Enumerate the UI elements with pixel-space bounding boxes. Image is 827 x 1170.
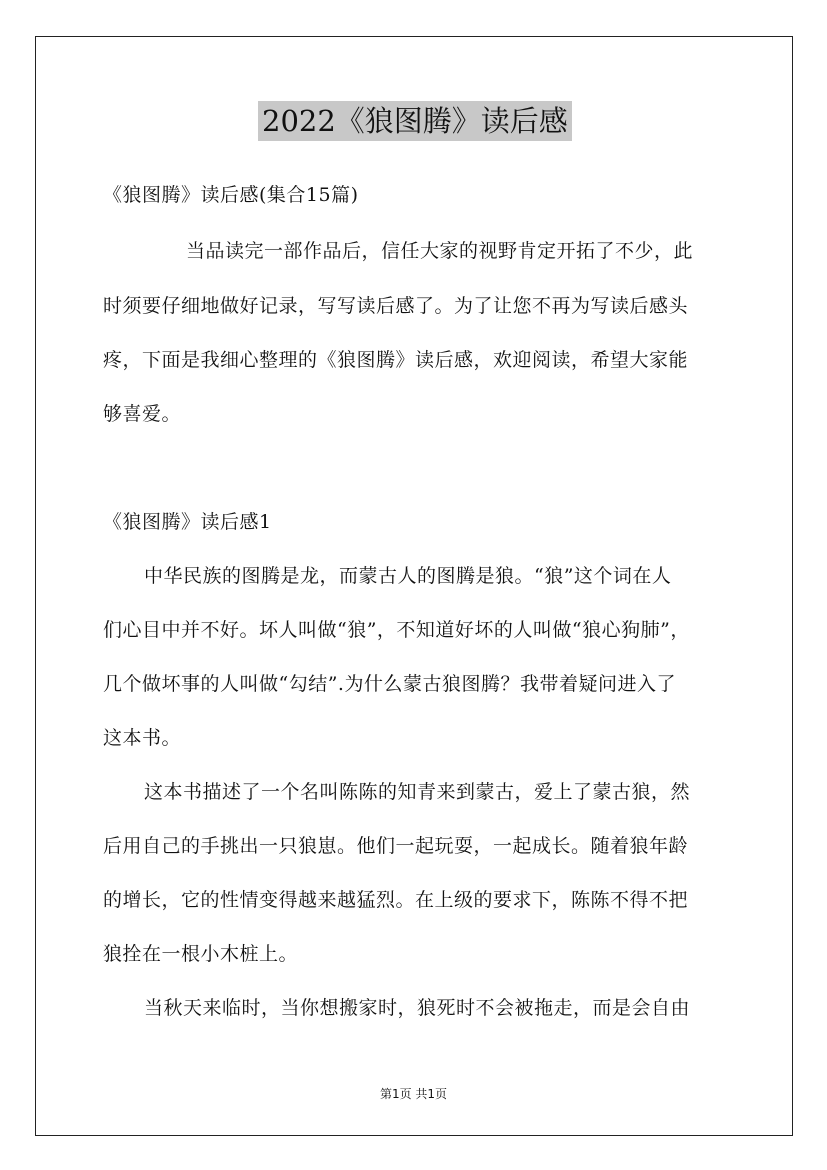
paragraph-line: 中华民族的图腾是龙，而蒙古人的图腾是狼。“狼”这个词在人 xyxy=(144,565,672,587)
paragraph-line: 的增长，它的性情变得越来越猛烈。在上级的要求下，陈陈不得不把 xyxy=(103,889,689,911)
intro-line: 时须要仔细地做好记录，写写读后感了。为了让您不再为写读后感头 xyxy=(103,295,689,317)
paragraph-line: 几个做坏事的人叫做“勾结”.为什么蒙古狼图腾？我带着疑问进入了 xyxy=(103,673,676,695)
paragraph-line: 这本书描述了一个名叫陈陈的知青来到蒙古，爱上了蒙古狼，然 xyxy=(144,781,691,803)
subtitle: 《狼图腾》读后感(集合15篇) xyxy=(103,184,359,206)
section-heading: 《狼图腾》读后感1 xyxy=(103,511,272,533)
page-footer: 第1页 共1页 xyxy=(379,1087,448,1101)
document-title: 2022《狼图腾》读后感 xyxy=(258,101,572,141)
intro-line: 疼，下面是我细心整理的《狼图腾》读后感，欢迎阅读，希望大家能 xyxy=(103,349,689,371)
paragraph-line: 当秋天来临时，当你想搬家时，狼死时不会被拖走，而是会自由 xyxy=(144,997,691,1019)
intro-line: 够喜爱。 xyxy=(103,403,182,425)
paragraph-line: 们心目中并不好。坏人叫做“狼”，不知道好坏的人叫做“狼心狗肺”， xyxy=(103,619,690,641)
paragraph-line: 这本书。 xyxy=(103,727,182,749)
intro-line: 当品读完一部作品后，信任大家的视野肯定开拓了不少，此 xyxy=(186,240,694,262)
paragraph-line: 后用自己的手挑出一只狼崽。他们一起玩耍，一起成长。随着狼年龄 xyxy=(103,835,689,857)
paragraph-line: 狼拴在一根小木桩上。 xyxy=(103,943,299,965)
